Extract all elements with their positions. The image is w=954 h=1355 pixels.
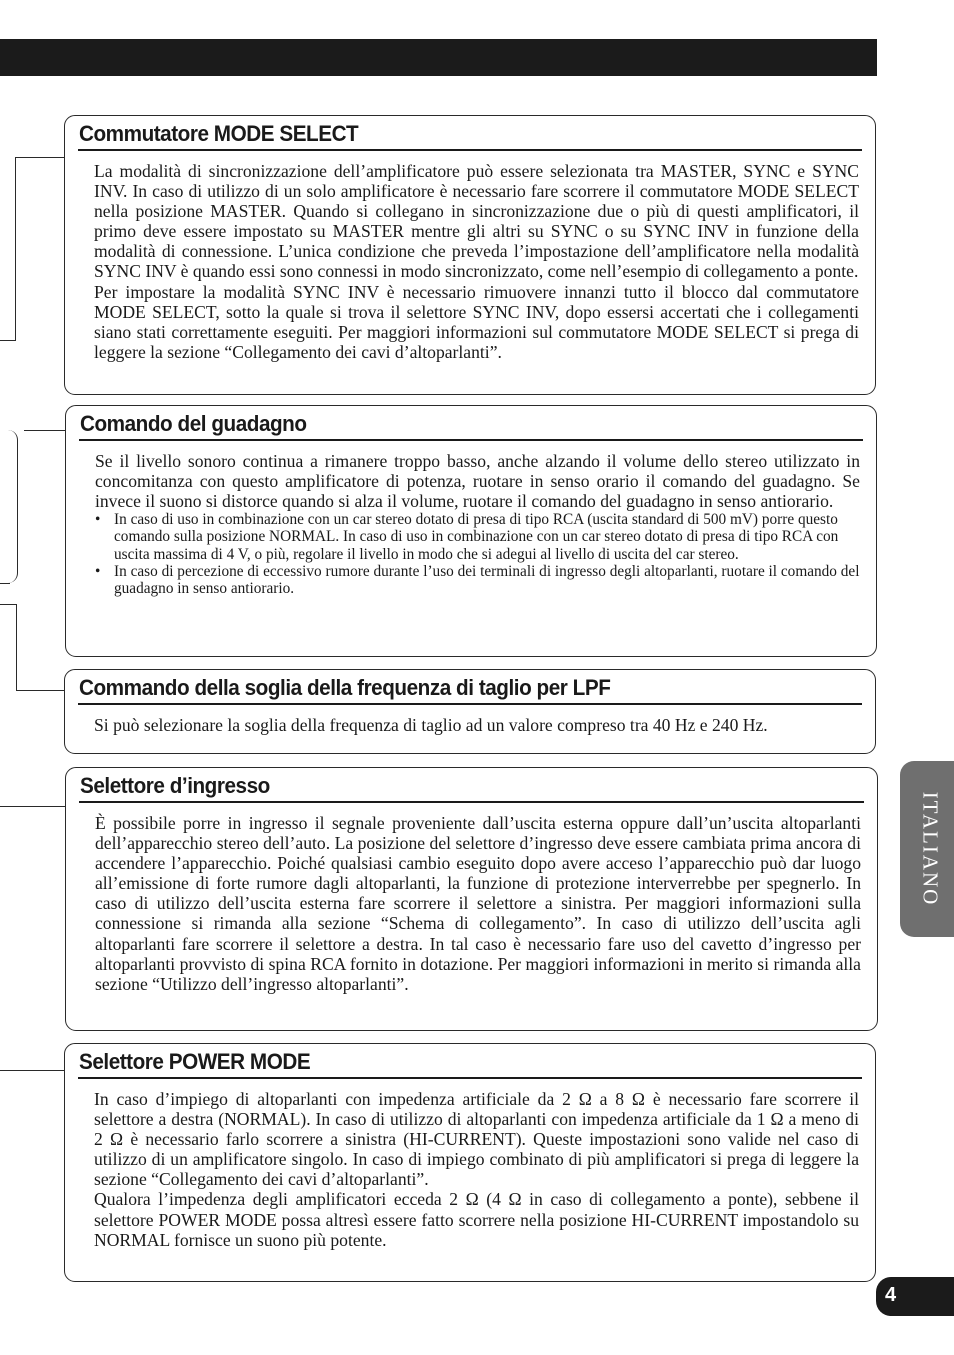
- section-header: [78, 120, 862, 151]
- bullet-item: [95, 511, 860, 563]
- section-body: [94, 715, 859, 735]
- section-title: Commando della soglia della frequenza di taglio per LPF: [79, 675, 611, 700]
- section-title: Selettore d’ingresso: [80, 773, 270, 798]
- section-input-selector: [65, 767, 878, 1031]
- connector-line-lpf: [16, 604, 65, 691]
- section-title: Selettore POWER MODE: [79, 1049, 311, 1074]
- connector-line-gain: [0, 430, 18, 583]
- header-bar: [0, 39, 877, 76]
- bullet-list: [95, 511, 860, 597]
- section-mode-select: [64, 115, 876, 395]
- section-title: Comando del guadagno: [80, 411, 307, 436]
- section-power-mode: [64, 1043, 876, 1282]
- paragraph: In caso d’impiego di altoparlanti con impedenza artificiale da 2 Ω a 8 Ω è necessario fare scorrere il selettore a destra (NORMAL). In caso di utilizzo di altoparlanti con impedenza artificiale da 1 Ω a meno di 2 Ω è necessario farlo scorrere a sinistra (HI-CURRENT). Queste impostazioni sono valide nel caso di utilizzo di un amplificatore singolo. In caso di impiego combinato di più amplificatori si prega di leggere la sezione “Collegamento dei cavi d’altoparlanti”.: [94, 1089, 859, 1190]
- section-body: [95, 813, 861, 994]
- section-header: [78, 674, 862, 705]
- page-number: 4: [885, 1284, 897, 1306]
- connector-tick-power-mode: [0, 1070, 64, 1071]
- section-lpf-cutoff: [64, 669, 876, 754]
- bullet-text: In caso di uso in combinazione con un car stereo dotato di presa di tipo RCA (uscita standard di 500 mV) porre questo comando sulla posizione NORMAL. In caso di uso in combinazione con un car stereo dotato di presa di tipo RCA con uscita massima di 4 V, o più, regolare il livello in modo che si adegui al livello di uscita del car stereo.: [114, 511, 839, 563]
- connector-tick-gain: [24, 430, 65, 431]
- language-tab-label: ITALIANO: [918, 791, 943, 907]
- language-tab: [900, 761, 954, 937]
- section-body: [95, 451, 860, 597]
- paragraph: Se il livello sonoro continua a rimanere troppo basso, anche alzando il volume dello stereo utilizzato in concomitanza con questo amplificatore di potenza, ruotare in senso orario il comando del guadagno. Se invece il suono si distorce quando si alza il volume, ruotare il comando del guadagno in senso antiorario.: [95, 451, 860, 512]
- section-body: [94, 161, 859, 362]
- paragraph: La modalità di sincronizzazione dell’amplificatore può essere selezionata tra MASTER, SYNC e SYNC INV. In caso di utilizzo di un solo amplificatore è necessario fare scorrere il commutatore MODE SELECT nella posizione MASTER. Quando si collegano in sincronizzazione due o più di questi amplificatori, il primo deve essere impostato su MASTER mentre gli altri su SYNC o su SYNC INV in funzione della modalità di connessione. L’unica condizione che preveda l’impostazione dell’amplificatore nella modalità SYNC INV è quando essi sono connessi in modo sincronizzato, come nell’esempio di collegamento a ponte.: [94, 161, 859, 282]
- connector-tick-lpf-top: [0, 604, 16, 605]
- section-header: [78, 1048, 862, 1079]
- section-gain-control: [65, 405, 877, 657]
- section-header: [79, 772, 864, 803]
- connector-tick-mode-select: [15, 157, 64, 158]
- paragraph: Si può selezionare la soglia della frequenza di taglio ad un valore compreso tra 40 Hz e 240 Hz.: [94, 715, 768, 735]
- page-number-badge: [876, 1277, 954, 1316]
- section-title: Commutatore MODE SELECT: [79, 121, 359, 146]
- section-header: [79, 410, 863, 441]
- section-body: [94, 1089, 859, 1250]
- bullet-item: [95, 563, 860, 597]
- connector-tick-input: [0, 806, 65, 807]
- bullet-icon: •: [95, 511, 101, 529]
- paragraph: Qualora l’impedenza degli amplificatori ecceda 2 Ω (4 Ω in caso di collegamento a ponte), sebbene il selettore POWER MODE possa altresì essere fatto scorrere nella posizione HI-CURRENT impostandolo su NORMAL fornisce un suono più potente.: [94, 1189, 859, 1250]
- paragraph: Per impostare la modalità SYNC INV è necessario rimuovere innanzi tutto il blocco dal commutatore MODE SELECT, sotto la quale si trova il selettore SYNC INV, dopo essersi accertati che i collegamenti siano stati correttamente eseguiti. Per maggiori informazioni sul commutatore MODE SELECT si prega di leggere la sezione “Collegamento dei cavi d’altoparlanti”.: [94, 281, 859, 362]
- bullet-icon: •: [95, 562, 101, 580]
- connector-tick-gain-bottom: [0, 583, 10, 584]
- bullet-text: In caso di percezione di eccessivo rumore durante l’uso dei terminali di ingresso degli altoparlanti, ruotare il comando del guadagno in senso antiorario.: [114, 562, 860, 598]
- paragraph: È possibile porre in ingresso il segnale proveniente dall’uscita esterna oppure dall’un’uscita altoparlanti dell’apparecchio stereo dell’auto. La posizione del selettore d’ingresso deve essere cambiata prima ancora di accendere l’apparecchio. Poiché qualsiasi cambio eseguito dopo avere acceso l’apparecchio può dar luogo all’emissione di forte rumore dagli altoparlanti, la funzione di protezione interverrebbe per spegnerlo. In caso di utilizzo dell’uscita esterna fare scorrere il selettore a sinistra. Per maggiori informazioni sulla connessione si rimanda alla sezione “Schema di collegamento”. In caso di utilizzo dell’uscita agli altoparlanti fare scorrere il selettore a destra. In tal caso è necessario fare uso del cavetto d’ingresso per altoparlanti provvisto di spina RCA fornito in dotazione. Per maggiori informazioni in merito si rimanda alla sezione “Utilizzo dell’ingresso altoparlanti”.: [95, 813, 861, 994]
- connector-line-mode-select: [0, 157, 16, 341]
